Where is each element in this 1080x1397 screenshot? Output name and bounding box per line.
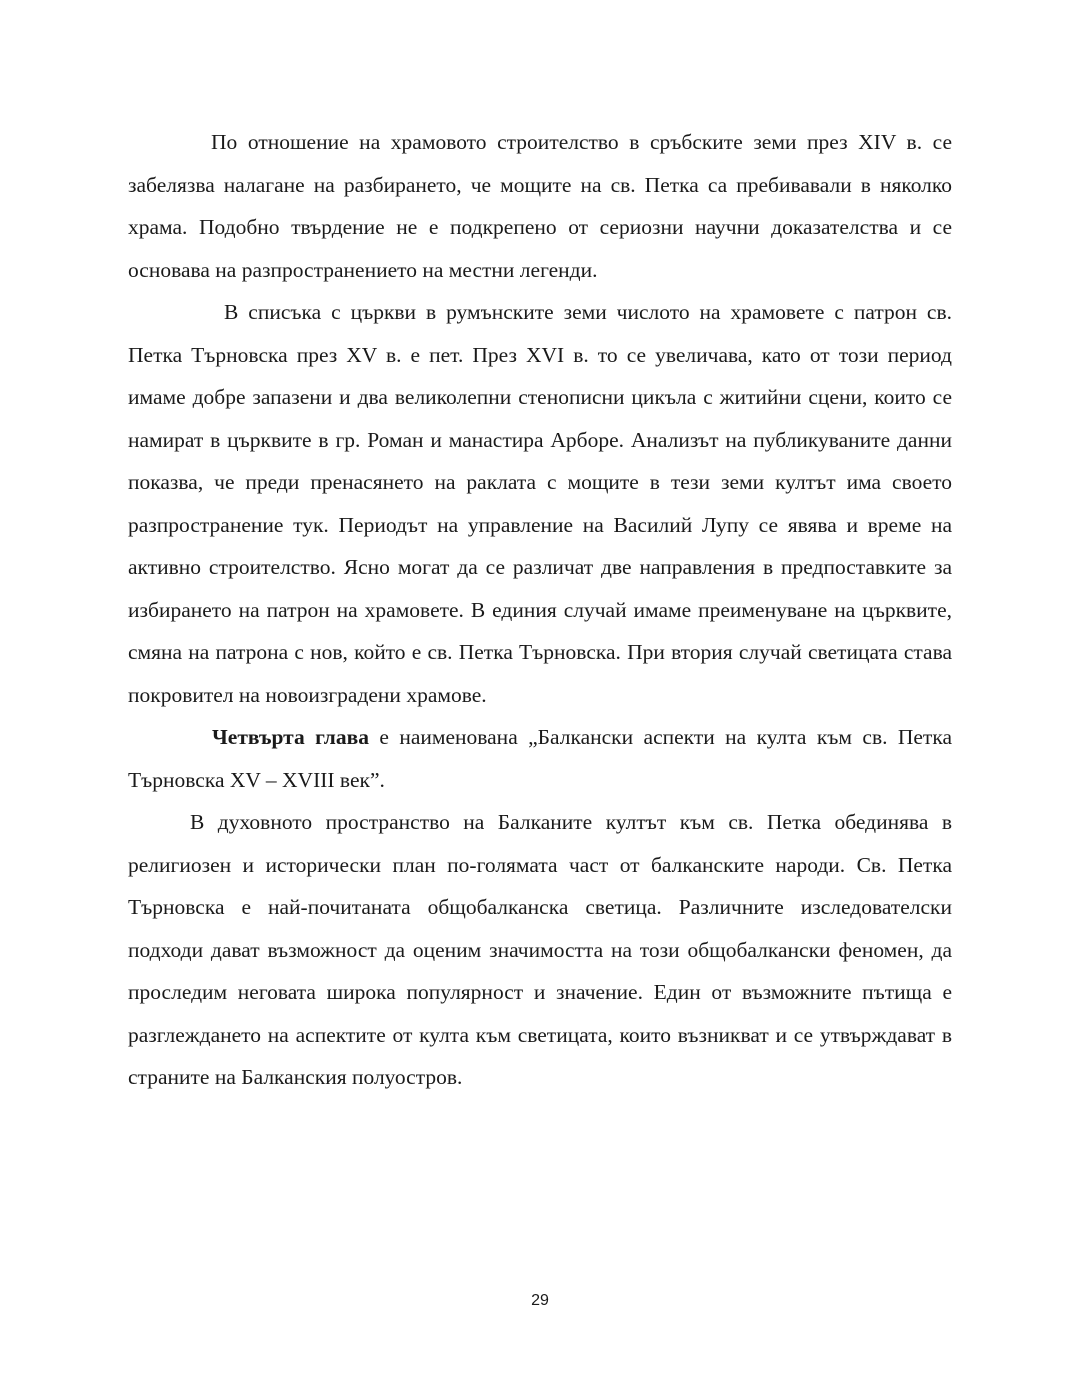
paragraph-serbian-churches: По отношение на храмовото строителство в сръбските земи през XIV в. се забелязва налагане на разбирането, че мощите на св. Петка са пребивавали в няколко храма. Подобно твърдение не е подкрепено от сериозни научни доказателства и се основава на разпространението на местни легенди. — [128, 130, 952, 282]
chapter-title-bold: Четвърта глава — [212, 725, 369, 749]
page-number: 29 — [531, 1292, 549, 1309]
paragraph-balkan-cult: В духовното пространство на Балканите култът към св. Петка обединява в религиозен и исторически план по-голямата част от балканските народи. Св. Петка Търновска е най-почитаната общобалканска светица. Различните изследователски подходи дават възможност да оценим значимостта на този общобалкански феномен, да проследим неговата широка популярност и значение. Един от възможните пътища е разглеждането на аспектите от култа към светицата, които възникват и се утвърждават в страните на Балканския полуостров. — [128, 810, 952, 1089]
paragraph-romanian-churches: В списъка с църкви в румънските земи числото на храмовете с патрон св. Петка Търновска през XV в. е пет. През XVI в. то се увеличава, като от този период имаме добре запазени и два великолепни стенописни цикъла с житийни сцени, които се намират в църквите в гр. Роман и манастира Арборе. Анализът на публикуваните данни показва, че преди пренасянето на раклата с мощите в тези земи култът има своето разпространение тук. Периодът на управление на Василий Лупу се явява и време на активно строителство. Ясно могат да се различат две направления в предпоставките за избирането на патрон на храмовете. В единия случай имаме преименуване на църквите, смяна на патрона с нов, който е св. Петка Търновска. При втория случай светицата става покровител на новоизградени храмове. — [128, 300, 952, 707]
body-text — [128, 121, 952, 1099]
chapter-description: е наименована „Балкански аспекти на култа към св. Петка Търновска XV – XVIII век”. — [128, 725, 952, 792]
paragraph-chapter-four — [128, 716, 952, 801]
